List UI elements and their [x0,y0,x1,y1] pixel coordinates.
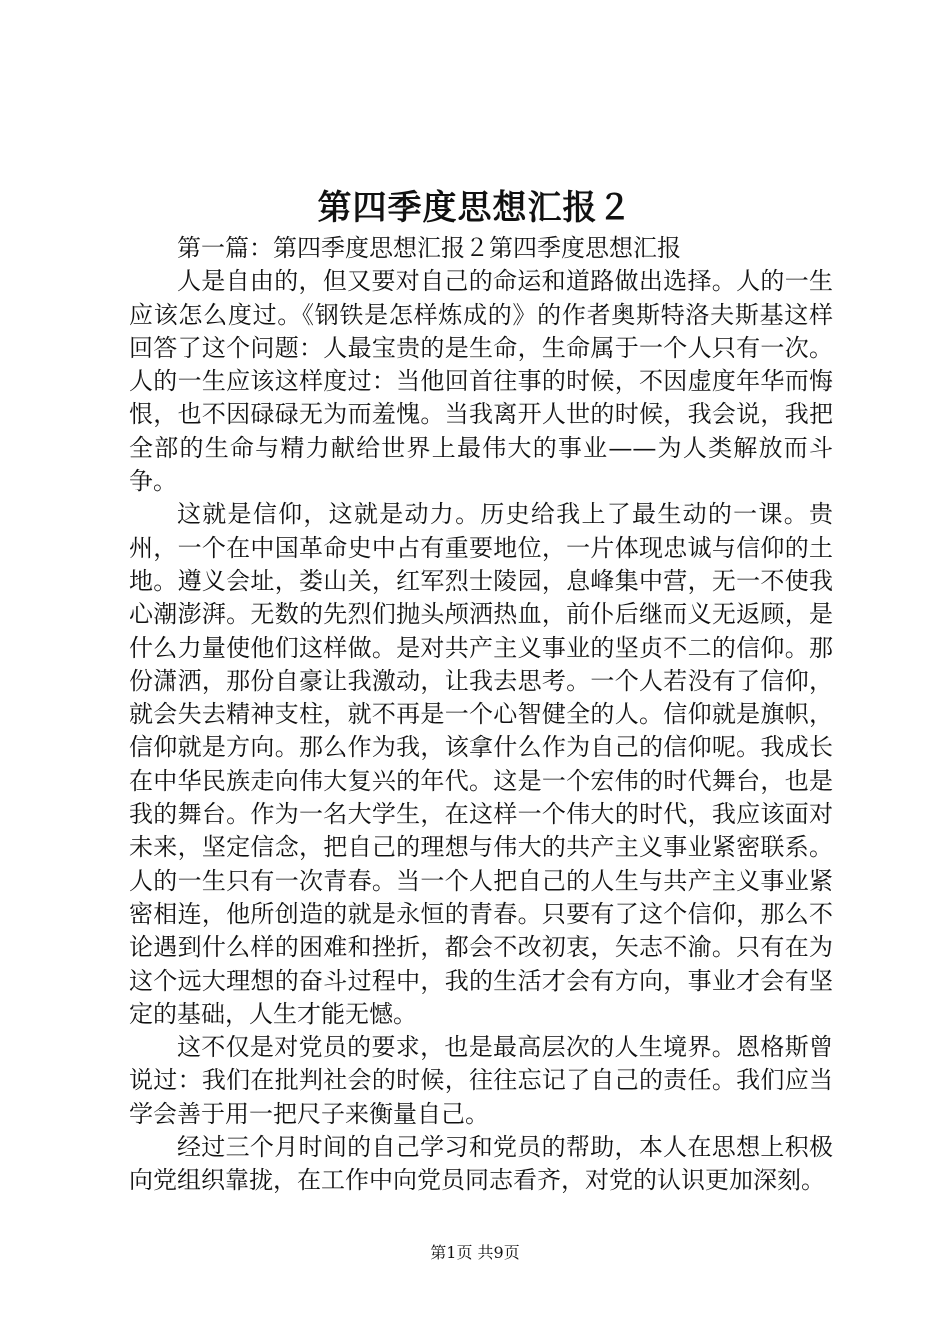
paragraph-heading: 第一篇：第四季度思想汇报２第四季度思想汇报 [177,234,681,262]
paragraph-1: 人是自由的，但又要对自己的命运和道路做出选择。人的一生应该怎么度过。《钢铁是怎样炼成的》的作者奥斯特洛夫斯基这样回答了这个问题：人最宝贵的是生命，生命属于一个人只有一次。人的一生应该这样度过：当他回首往事的时候，不因虚度年华而悔恨，也不因碌碌无为而羞愧。当我离开人世的时候，我会说，我把全部的生命与精力献给世界上最伟大的事业——为人类解放而斗争。 [129,267,833,496]
paragraph-2: 这就是信仰，这就是动力。历史给我上了最生动的一课。贵州，一个在中国革命史中占有重要地位，一片体现忠诚与信仰的土地。遵义会址，娄山关，红军烈士陵园，息峰集中营，无一不使我心潮澎湃。无数的先烈们抛头颅洒热血，前仆后继而义无返顾，是什么力量使他们这样做。是对共产主义事业的坚贞不二的信仰。那份潇洒，那份自豪让我激动，让我去思考。一个人若没有了信仰，就会失去精神支柱，就不再是一个心智健全的人。信仰就是旗帜，信仰就是方向。那么作为我，该拿什么作为自己的信仰呢。我成长在中华民族走向伟大复兴的年代。这是一个宏伟的时代舞台，也是我的舞台。作为一名大学生，在这样一个伟大的时代，我应该面对未来，坚定信念，把自己的理想与伟大的共产主义事业紧密联系。人的一生只有一次青春。当一个人把自己的人生与共产主义事业紧密相连，他所创造的就是永恒的青春。只要有了这个信仰，那么不论遇到什么样的困难和挫折，都会不改初衷，矢志不渝。只有在为这个远大理想的奋斗过程中，我的生活才会有方向，事业才会有坚定的基础，人生才能无憾。 [129,500,833,1028]
page-footer: 第1页 共9页 [430,1243,520,1262]
page-title: 第四季度思想汇报２ [317,188,633,228]
paragraph-4: 经过三个月时间的自己学习和党员的帮助，本人在思想上积极向党组织靠拢，在工作中向党员同志看齐，对党的认识更加深刻。 [129,1133,833,1195]
paragraph-3: 这不仅是对党员的要求，也是最高层次的人生境界。恩格斯曾说过：我们在批判社会的时候，往往忘记了自己的责任。我们应当学会善于用一把尺子来衡量自己。 [129,1033,833,1128]
document-body [129,232,833,1198]
